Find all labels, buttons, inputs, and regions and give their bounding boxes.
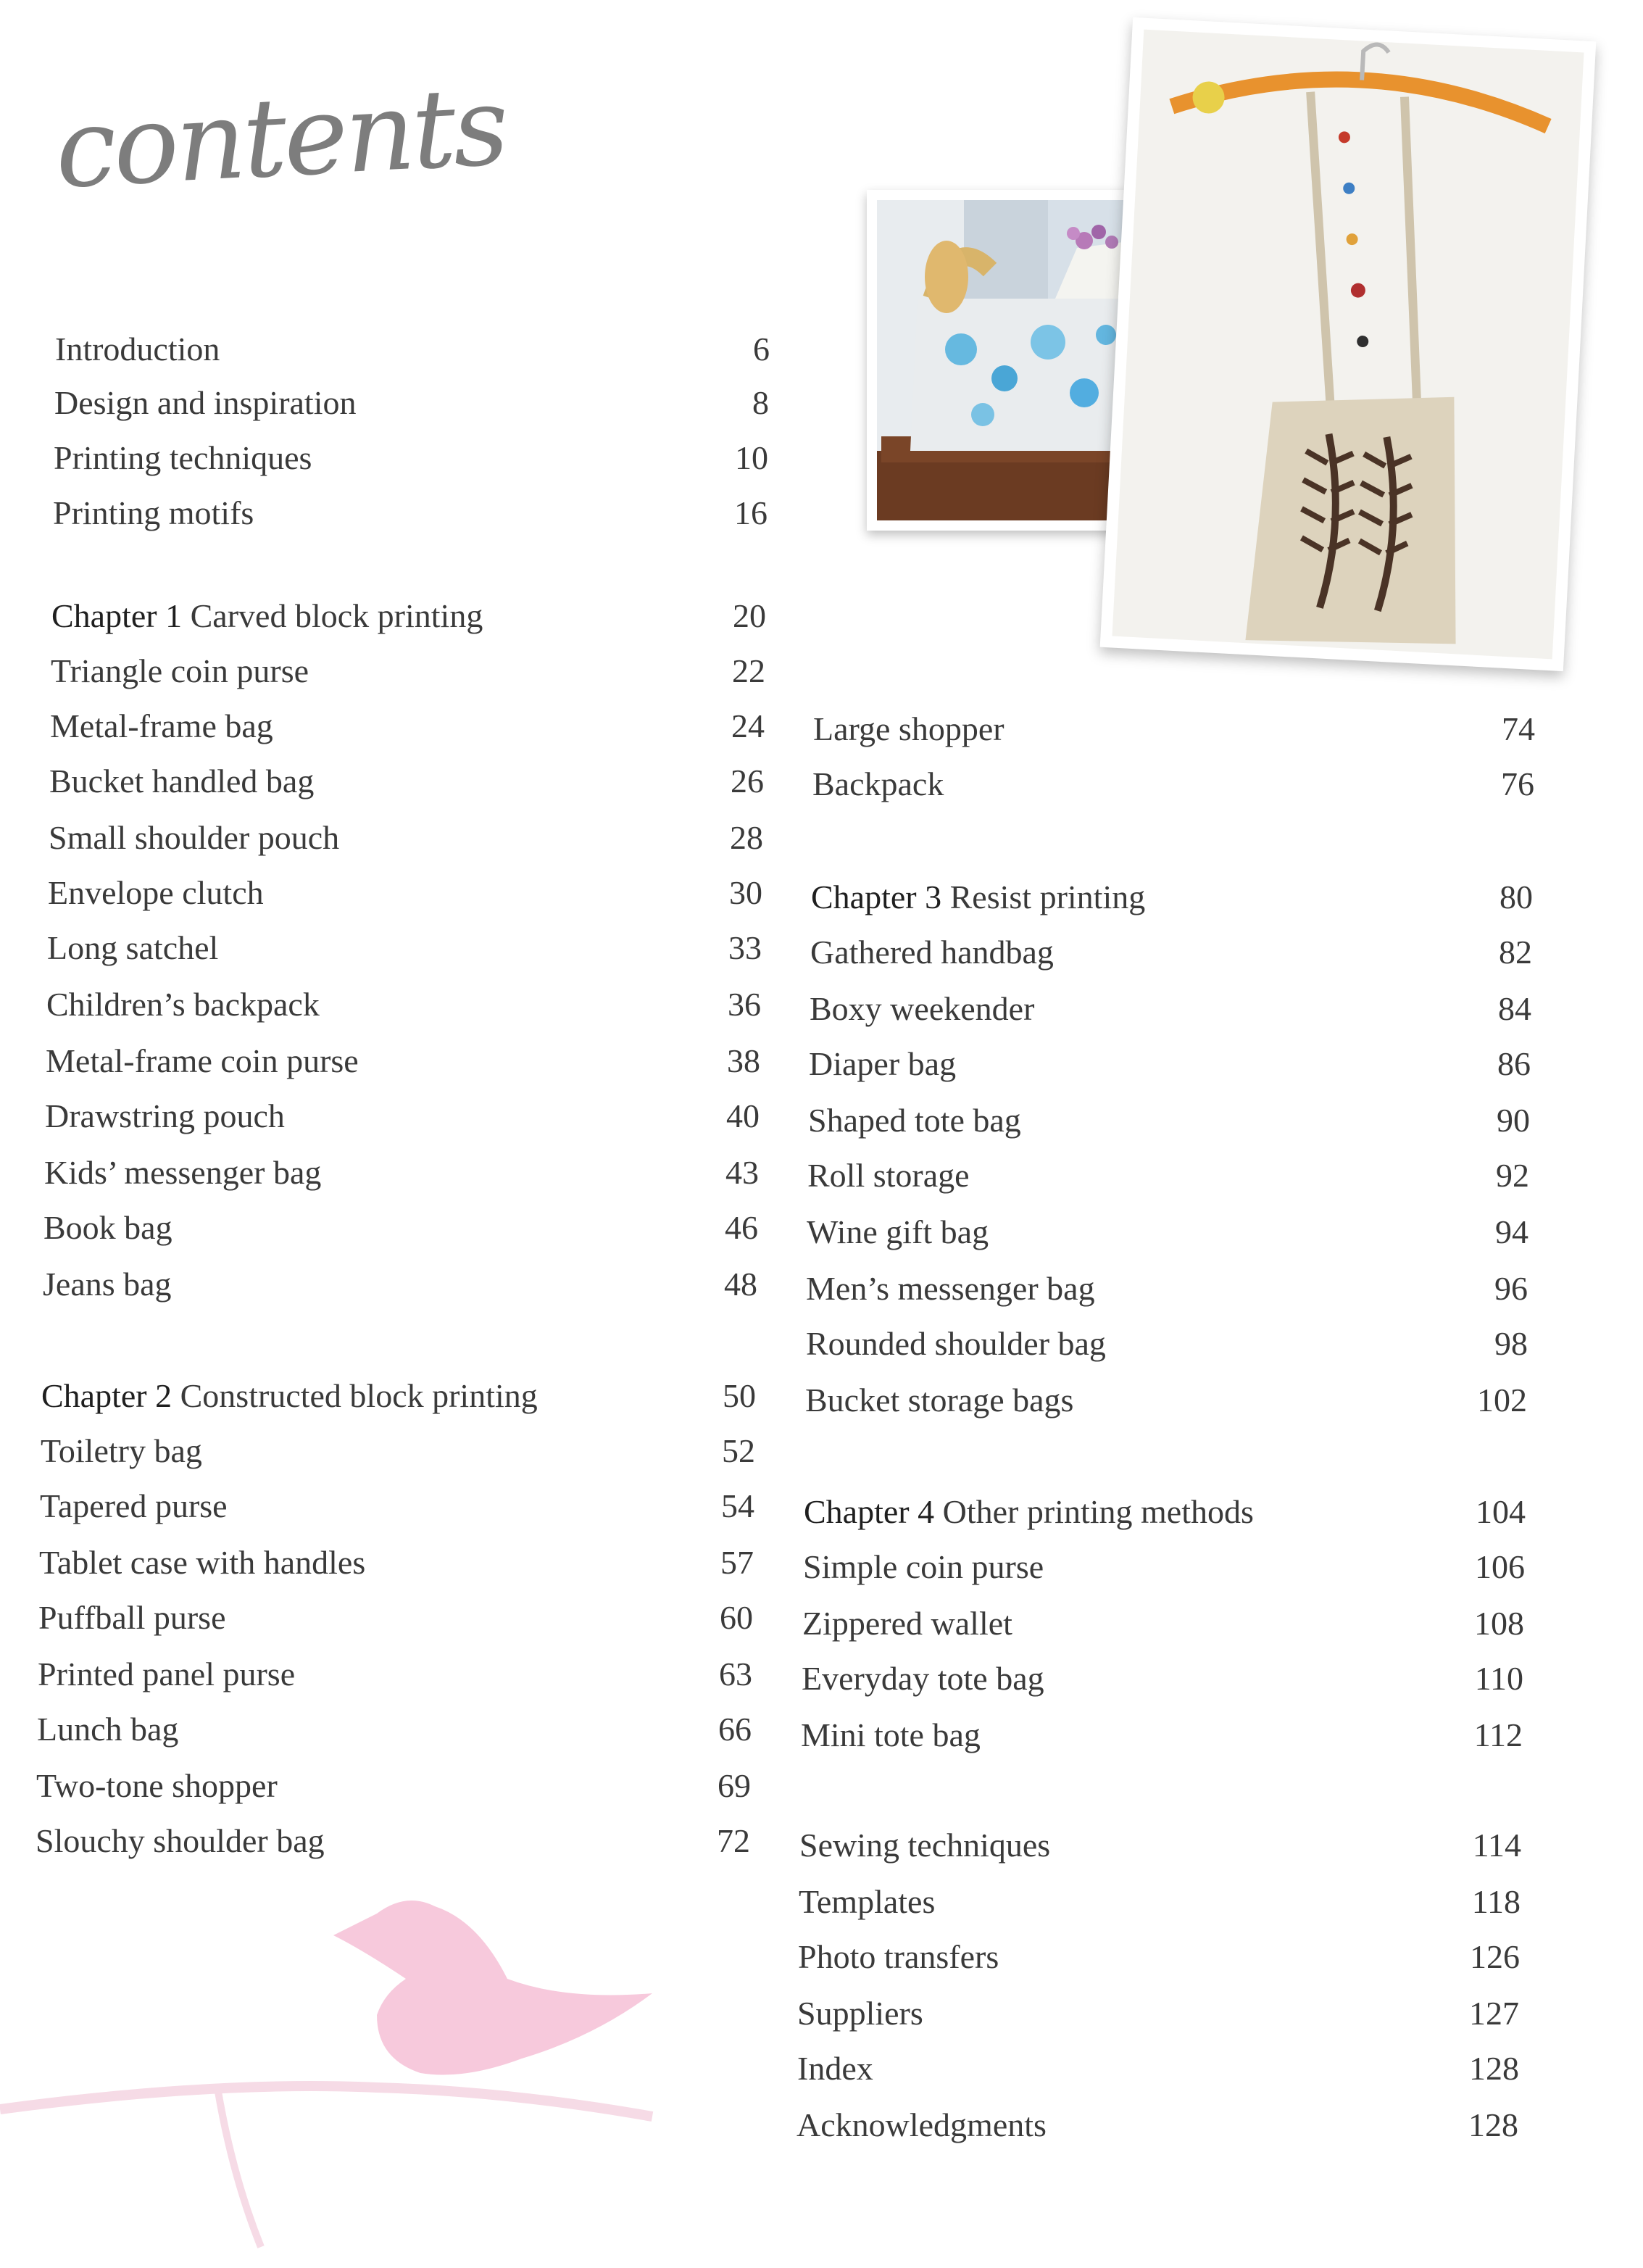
toc-entry-title <box>802 1600 1012 1647</box>
entry-title-text: Book bag <box>43 1209 172 1246</box>
toc-page-number: 82 <box>1499 934 1532 971</box>
toc-entry-title <box>54 435 312 481</box>
toc-page-number: 126 <box>1470 1938 1520 1975</box>
toc-entry-title <box>53 490 254 536</box>
toc-entry-title <box>806 1266 1095 1312</box>
entry-title-text: Lunch bag <box>37 1711 179 1748</box>
toc-row <box>53 490 768 536</box>
toc-entry-title <box>46 981 320 1028</box>
toc-page-number: 74 <box>1502 710 1535 747</box>
entry-title-text: Wine gift bag <box>807 1213 989 1250</box>
toc-page-number: 6 <box>753 331 770 367</box>
toc-entry-title <box>808 1097 1021 1144</box>
toc-row <box>802 1656 1523 1702</box>
entry-title-text: Rounded shoulder bag <box>806 1325 1106 1362</box>
entry-title-text: Design and inspiration <box>54 384 357 421</box>
toc-entry-title <box>48 870 264 916</box>
toc-entry-title <box>51 593 483 639</box>
entry-title-text: Toiletry bag <box>41 1432 202 1469</box>
toc-entry-title <box>807 1152 970 1199</box>
toc-page-number: 106 <box>1475 1548 1525 1585</box>
entry-title-text: Tablet case with handles <box>39 1544 366 1581</box>
toc-row <box>41 1428 755 1474</box>
toc-entry-title <box>804 1489 1254 1535</box>
toc-entry-title <box>39 1540 365 1586</box>
toc-page-number: 40 <box>726 1097 760 1134</box>
toc-page-number: 28 <box>730 819 763 856</box>
entry-title-text: Diaper bag <box>809 1045 957 1082</box>
toc-entry-title <box>805 1377 1073 1424</box>
toc-row <box>810 986 1531 1032</box>
toc-row <box>807 1209 1528 1255</box>
toc-row <box>36 1818 750 1864</box>
toc-row <box>45 1093 760 1139</box>
entry-title-text: Backpack <box>812 765 944 802</box>
toc-row <box>36 1763 751 1809</box>
entry-title-text: Carved block printing <box>190 597 483 634</box>
toc-entry-title <box>806 1321 1106 1367</box>
entry-title-text: Men’s messenger bag <box>806 1270 1095 1307</box>
toc-page-number: 10 <box>735 439 768 476</box>
entry-title-text: Templates <box>799 1883 936 1920</box>
toc-row <box>51 648 765 694</box>
toc-page-number: 52 <box>722 1432 755 1469</box>
toc-page-number: 104 <box>1476 1493 1526 1530</box>
toc-row <box>803 1544 1525 1590</box>
entry-title-text: Bucket storage bags <box>805 1382 1074 1418</box>
chapter-label: Chapter 1 <box>51 597 183 634</box>
toc-page-number: 96 <box>1494 1270 1528 1307</box>
toc-row <box>54 435 768 481</box>
toc-entry-title <box>50 703 273 749</box>
toc-page-number: 76 <box>1501 765 1534 802</box>
toc-row <box>54 380 769 426</box>
entry-title-text: Metal-frame coin purse <box>46 1042 359 1079</box>
entry-title-text: Jeans bag <box>43 1266 172 1303</box>
toc-row <box>40 1483 754 1529</box>
toc-row <box>39 1540 754 1586</box>
entry-title-text: Printed panel purse <box>38 1656 296 1692</box>
toc-row <box>807 1152 1529 1199</box>
toc-entry-title <box>811 874 1145 921</box>
toc-entry-title <box>810 986 1034 1032</box>
entry-title-text: Large shopper <box>813 710 1004 747</box>
chapter-label: Chapter 2 <box>41 1377 172 1414</box>
toc-chapter-row <box>811 874 1533 921</box>
toc-row <box>812 761 1534 807</box>
toc-page-number: 108 <box>1474 1605 1524 1642</box>
entry-title-text: Constructed block printing <box>180 1377 538 1414</box>
hanger-bag-illustration <box>1100 17 1597 671</box>
entry-title-text: Drawstring pouch <box>45 1097 285 1134</box>
toc-entry-title <box>43 1261 172 1308</box>
toc-entry-title <box>809 1041 956 1087</box>
toc-row <box>796 2102 1518 2148</box>
entry-title-text: Mini tote bag <box>801 1716 981 1753</box>
toc-row <box>805 1377 1527 1424</box>
toc-entry-title <box>810 929 1054 976</box>
toc-page-number: 127 <box>1469 1995 1519 2032</box>
toc-row <box>55 326 770 373</box>
entry-title-text: Metal-frame bag <box>50 707 273 744</box>
entry-title-text: Sewing techniques <box>799 1827 1051 1864</box>
toc-row <box>49 815 763 861</box>
toc-page-number: 102 <box>1477 1382 1527 1418</box>
entry-title-text: Printing motifs <box>53 494 254 531</box>
toc-row <box>43 1205 758 1251</box>
entry-title-text: Suppliers <box>797 1995 923 2032</box>
toc-entry-title <box>36 1818 325 1864</box>
toc-page-number: 48 <box>724 1266 757 1303</box>
toc-page-number: 38 <box>727 1042 760 1079</box>
entry-title-text: Bucket handled bag <box>49 763 315 799</box>
toc-entry-title <box>799 1822 1050 1869</box>
toc-row <box>809 1041 1531 1087</box>
entry-title-text: Zippered wallet <box>802 1605 1012 1642</box>
toc-row <box>799 1822 1521 1869</box>
toc-entry-title <box>796 2102 1047 2148</box>
toc-row <box>46 981 761 1028</box>
toc-page-number: 66 <box>718 1711 752 1748</box>
entry-title-text: Introduction <box>55 331 220 367</box>
toc-page-number: 36 <box>728 986 761 1023</box>
toc-row <box>48 870 762 916</box>
entry-title-text: Two-tone shopper <box>36 1767 278 1804</box>
toc-page-number: 46 <box>725 1209 758 1246</box>
toc-row <box>50 703 765 749</box>
toc-page-number: 26 <box>731 763 764 799</box>
toc-entry-title <box>802 1656 1044 1702</box>
toc-row <box>38 1595 753 1641</box>
toc-entry-title <box>43 1205 172 1251</box>
entry-title-text: Printing techniques <box>54 439 312 476</box>
toc-entry-title <box>49 758 314 805</box>
toc-page-number: 128 <box>1469 2050 1519 2087</box>
entry-title-text: Everyday tote bag <box>802 1660 1044 1697</box>
page-heading: contents <box>52 63 509 213</box>
entry-title-text: Gathered handbag <box>810 934 1054 971</box>
entry-title-text: Long satchel <box>47 929 219 966</box>
toc-entry-title <box>41 1373 538 1419</box>
entry-title-text: Triangle coin purse <box>51 652 309 689</box>
toc-page-number: 84 <box>1498 990 1531 1027</box>
toc-row <box>797 2045 1519 2092</box>
toc-page-number: 50 <box>723 1377 756 1414</box>
toc-page-number: 54 <box>721 1487 754 1524</box>
toc-row <box>806 1321 1528 1367</box>
photo-hanger-bag <box>1100 17 1597 671</box>
toc-entry-title <box>812 761 944 807</box>
toc-entry-title <box>38 1595 226 1641</box>
entry-title-text: Tapered purse <box>40 1487 228 1524</box>
toc-page-number: 16 <box>734 494 768 531</box>
toc-page-number: 30 <box>729 874 762 911</box>
toc-row <box>43 1261 757 1308</box>
toc-page-number: 114 <box>1472 1827 1521 1864</box>
toc-entry-title <box>41 1428 202 1474</box>
toc-page-number: 43 <box>725 1154 759 1191</box>
entry-title-text: Other printing methods <box>942 1493 1254 1530</box>
toc-page-number: 112 <box>1473 1716 1523 1753</box>
toc-page-number: 94 <box>1495 1213 1528 1250</box>
bird-decoration <box>0 1870 725 2268</box>
entry-title-text: Boxy weekender <box>810 990 1035 1027</box>
toc-chapter-row <box>51 593 766 639</box>
entry-title-text: Shaped tote bag <box>808 1102 1021 1139</box>
entry-title-text: Slouchy shoulder bag <box>36 1822 325 1859</box>
toc-entry-title <box>801 1712 981 1758</box>
entry-title-text: Simple coin purse <box>803 1548 1044 1585</box>
entry-title-text: Photo transfers <box>798 1938 999 1975</box>
toc-row <box>806 1266 1528 1312</box>
toc-chapter-row <box>41 1373 756 1419</box>
toc-entry-title <box>807 1209 989 1255</box>
entry-title-text: Children’s backpack <box>46 986 320 1023</box>
toc-page-number: 72 <box>717 1822 750 1859</box>
toc-page-number: 63 <box>719 1656 752 1692</box>
toc-row <box>44 1150 759 1196</box>
toc-entry-title <box>46 1038 359 1084</box>
entry-title-text: Acknowledgments <box>796 2106 1047 2143</box>
toc-row <box>797 1990 1519 2037</box>
entry-title-text: Envelope clutch <box>48 874 264 911</box>
toc-entry-title <box>51 648 309 694</box>
toc-row <box>47 925 762 971</box>
toc-chapter-row <box>804 1489 1526 1535</box>
entry-title-text: Kids’ messenger bag <box>44 1154 322 1191</box>
toc-page-number: 57 <box>720 1544 754 1581</box>
toc-page-number: 24 <box>731 707 765 744</box>
entry-title-text: Puffball purse <box>38 1599 226 1636</box>
toc-page-number: 69 <box>717 1767 751 1804</box>
toc-entry-title <box>797 2045 873 2092</box>
toc-row <box>798 1934 1520 1980</box>
chapter-label: Chapter 3 <box>811 878 942 915</box>
toc-entry-title <box>803 1544 1044 1590</box>
toc-row <box>802 1600 1524 1647</box>
toc-page-number: 90 <box>1497 1102 1530 1139</box>
toc-row <box>810 929 1532 976</box>
toc-entry-title <box>797 1990 923 2037</box>
toc-entry-title <box>799 1879 935 1925</box>
toc-entry-title <box>37 1706 178 1753</box>
toc-page-number: 33 <box>728 929 762 966</box>
toc-row <box>813 706 1535 752</box>
entry-title-text: Index <box>797 2050 873 2087</box>
toc-page-number: 128 <box>1468 2106 1518 2143</box>
toc-row <box>46 1038 760 1084</box>
toc-row <box>801 1712 1523 1758</box>
toc-page-number: 8 <box>752 384 769 421</box>
toc-entry-title <box>49 815 339 861</box>
toc-page-number: 98 <box>1494 1325 1528 1362</box>
chapter-label: Chapter 4 <box>804 1493 935 1530</box>
toc-entry-title <box>45 1093 285 1139</box>
toc-row <box>38 1651 752 1698</box>
entry-title-text: Roll storage <box>807 1157 970 1194</box>
toc-entry-title <box>44 1150 321 1196</box>
toc-page-number: 22 <box>732 652 765 689</box>
toc-entry-title <box>54 380 357 426</box>
toc-entry-title <box>40 1483 228 1529</box>
toc-page-number: 118 <box>1471 1883 1521 1920</box>
toc-entry-title <box>36 1763 278 1809</box>
entry-title-text: Small shoulder pouch <box>49 819 340 856</box>
toc-page-number: 110 <box>1474 1660 1523 1697</box>
toc-page-number: 92 <box>1496 1157 1529 1194</box>
entry-title-text: Resist printing <box>949 878 1146 915</box>
toc-row <box>808 1097 1530 1144</box>
toc-entry-title <box>47 925 218 971</box>
toc-entry-title <box>38 1651 295 1698</box>
toc-page-number: 20 <box>733 597 766 634</box>
toc-entry-title <box>55 326 220 373</box>
toc-row <box>49 758 764 805</box>
toc-page-number: 86 <box>1497 1045 1531 1082</box>
toc-row <box>37 1706 752 1753</box>
toc-page-number: 60 <box>720 1599 753 1636</box>
toc-page-number: 80 <box>1500 878 1533 915</box>
toc-entry-title <box>813 706 1004 752</box>
toc-entry-title <box>798 1934 999 1980</box>
toc-row <box>799 1879 1521 1925</box>
